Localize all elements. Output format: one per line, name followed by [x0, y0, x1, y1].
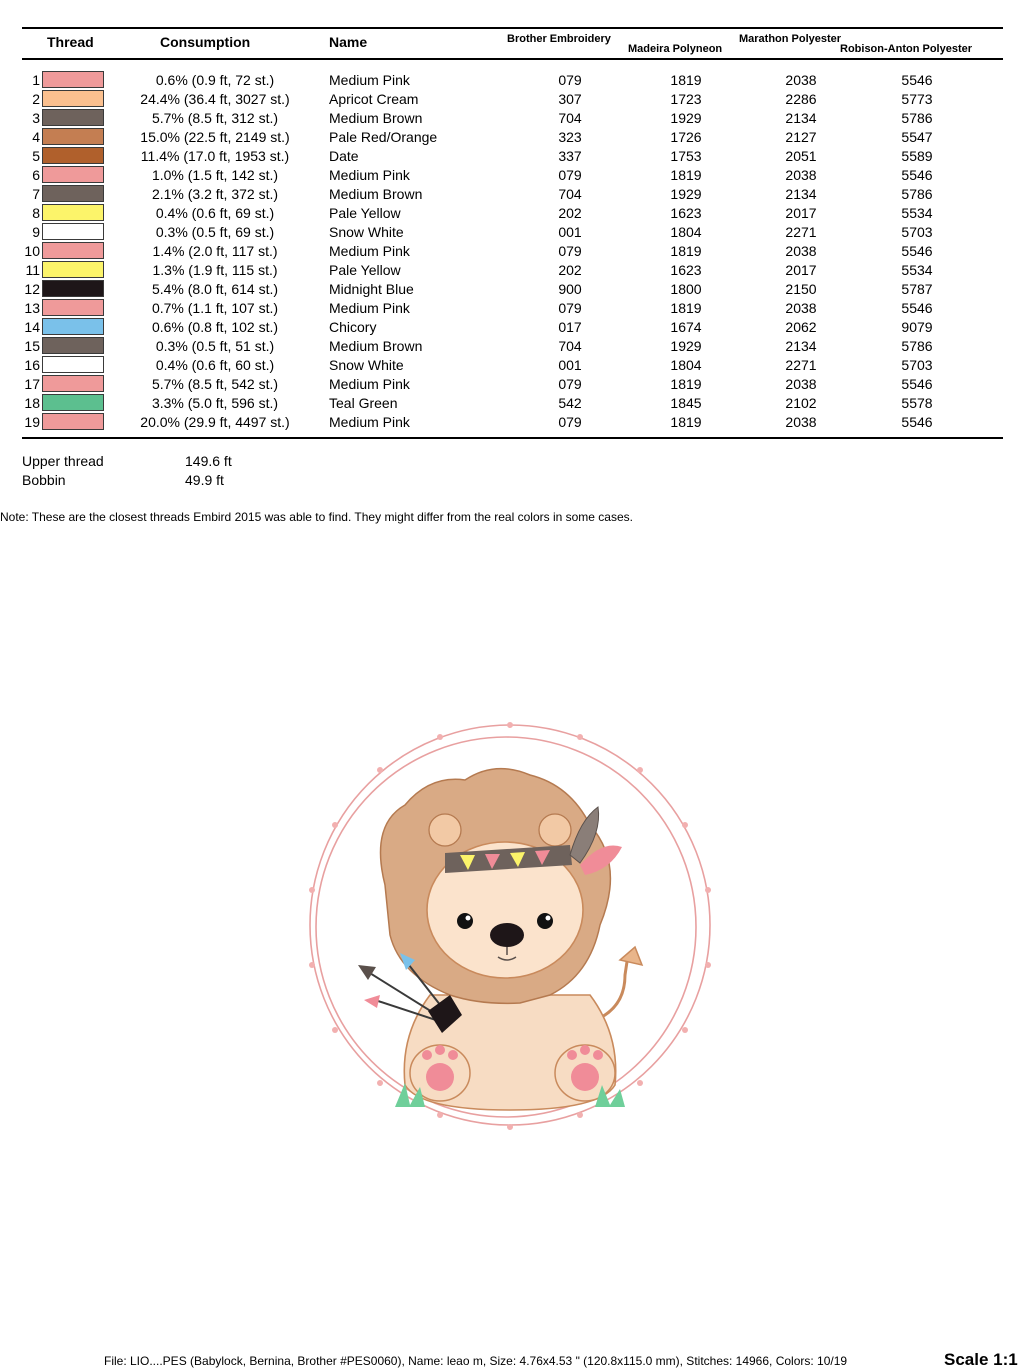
thread-name: Pale Yellow — [329, 205, 401, 221]
thread-name: Medium Pink — [329, 376, 410, 392]
thread-number: 2 — [32, 91, 40, 107]
thread-name: Medium Brown — [329, 110, 423, 126]
thread-name: Medium Pink — [329, 300, 410, 316]
robison-code: 5786 — [901, 186, 933, 202]
thread-row — [0, 374, 1024, 393]
robison-code: 5547 — [901, 129, 933, 145]
robison-code: 5786 — [901, 338, 933, 354]
header-thread: Thread — [47, 34, 94, 50]
brother-code: 017 — [558, 319, 582, 335]
thread-name: Date — [329, 148, 359, 164]
marathon-code: 2038 — [785, 300, 817, 316]
thread-name: Medium Pink — [329, 72, 410, 88]
color-swatch — [42, 356, 104, 373]
robison-code: 5546 — [901, 243, 933, 259]
thread-name: Apricot Cream — [329, 91, 419, 107]
robison-code: 5578 — [901, 395, 933, 411]
thread-row — [0, 222, 1024, 241]
madeira-code: 1929 — [670, 110, 702, 126]
header-brother: Brother Embroidery — [507, 33, 611, 45]
robison-code: 5546 — [901, 376, 933, 392]
thread-row — [0, 260, 1024, 279]
thread-name: Teal Green — [329, 395, 398, 411]
thread-name: Medium Pink — [329, 414, 410, 430]
thread-row — [0, 70, 1024, 89]
robison-code: 9079 — [901, 319, 933, 335]
thread-row — [0, 317, 1024, 336]
thread-name: Midnight Blue — [329, 281, 414, 297]
thread-row — [0, 412, 1024, 431]
madeira-code: 1819 — [670, 376, 702, 392]
thread-number: 7 — [32, 186, 40, 202]
header-rule — [22, 58, 1003, 60]
thread-name: Snow White — [329, 357, 404, 373]
madeira-code: 1623 — [670, 205, 702, 221]
thread-number: 12 — [24, 281, 40, 297]
thread-consumption: 5.7% (8.5 ft, 542 st.) — [151, 376, 279, 392]
thread-number: 9 — [32, 224, 40, 240]
thread-number: 3 — [32, 110, 40, 126]
madeira-code: 1929 — [670, 186, 702, 202]
marathon-code: 2038 — [785, 376, 817, 392]
embroidery-design-preview — [280, 715, 744, 1165]
madeira-code: 1753 — [670, 148, 702, 164]
thread-consumption: 2.1% (3.2 ft, 372 st.) — [151, 186, 279, 202]
thread-name: Pale Yellow — [329, 262, 401, 278]
upper-thread-value: 149.6 ft — [185, 453, 232, 469]
thread-row — [0, 184, 1024, 203]
robison-code: 5546 — [901, 414, 933, 430]
thread-name: Pale Red/Orange — [329, 129, 438, 145]
thread-number: 18 — [24, 395, 40, 411]
thread-consumption: 5.4% (8.0 ft, 614 st.) — [151, 281, 279, 297]
robison-code: 5589 — [901, 148, 933, 164]
color-swatch — [42, 261, 104, 278]
marathon-code: 2134 — [785, 338, 817, 354]
thread-row — [0, 203, 1024, 222]
marathon-code: 2286 — [785, 91, 817, 107]
brother-code: 704 — [558, 338, 582, 354]
madeira-code: 1804 — [670, 357, 702, 373]
color-swatch — [42, 394, 104, 411]
brother-code: 079 — [558, 376, 582, 392]
thread-row — [0, 298, 1024, 317]
brother-code: 079 — [558, 167, 582, 183]
thread-row — [0, 336, 1024, 355]
thread-name: Medium Brown — [329, 338, 423, 354]
thread-name: Medium Brown — [329, 186, 423, 202]
thread-consumption: 1.3% (1.9 ft, 115 st.) — [152, 262, 278, 278]
thread-consumption: 15.0% (22.5 ft, 2149 st.) — [140, 129, 290, 145]
thread-row — [0, 355, 1024, 374]
color-swatch — [42, 128, 104, 145]
brother-code: 202 — [558, 205, 582, 221]
thread-table — [0, 70, 1024, 431]
brother-code: 307 — [558, 91, 582, 107]
robison-code: 5703 — [901, 224, 933, 240]
robison-code: 5534 — [901, 262, 933, 278]
header-madeira: Madeira Polyneon — [628, 43, 723, 55]
thread-consumption: 1.0% (1.5 ft, 142 st.) — [151, 167, 279, 183]
thread-number: 6 — [32, 167, 40, 183]
madeira-code: 1845 — [670, 395, 702, 411]
marathon-code: 2051 — [785, 148, 817, 164]
madeira-code: 1819 — [670, 300, 702, 316]
madeira-code: 1623 — [670, 262, 702, 278]
bottom-rule — [22, 437, 1003, 439]
lion-illustration — [358, 769, 642, 1110]
brother-code: 202 — [558, 262, 582, 278]
bobbin-label: Bobbin — [22, 472, 66, 488]
header-consumption: Consumption — [160, 34, 251, 50]
brother-code: 001 — [558, 224, 582, 240]
thread-consumption: 11.4% (17.0 ft, 1953 st.) — [140, 148, 290, 164]
marathon-code: 2271 — [785, 357, 817, 373]
brother-code: 079 — [558, 72, 582, 88]
thread-number: 16 — [24, 357, 40, 373]
thread-consumption: 20.0% (29.9 ft, 4497 st.) — [140, 414, 290, 430]
madeira-code: 1726 — [670, 129, 702, 145]
marathon-code: 2134 — [785, 186, 817, 202]
thread-consumption: 0.4% (0.6 ft, 69 st.) — [155, 205, 275, 221]
thread-name: Chicory — [329, 319, 377, 335]
robison-code: 5546 — [901, 167, 933, 183]
robison-code: 5787 — [901, 281, 933, 297]
color-swatch — [42, 71, 104, 88]
thread-consumption: 24.4% (36.4 ft, 3027 st.) — [140, 91, 290, 107]
marathon-code: 2017 — [785, 205, 817, 221]
thread-row — [0, 108, 1024, 127]
thread-number: 14 — [24, 319, 40, 335]
note-text: Note: These are the closest threads Embird 2015 was able to find. They might differ from the real colors in some cases. — [0, 510, 633, 524]
brother-code: 323 — [558, 129, 582, 145]
thread-number: 4 — [32, 129, 40, 145]
madeira-code: 1819 — [670, 72, 702, 88]
thread-row — [0, 393, 1024, 412]
color-swatch — [42, 185, 104, 202]
thread-number: 13 — [24, 300, 40, 316]
upper-thread-label: Upper thread — [22, 453, 104, 469]
thread-consumption: 0.7% (1.1 ft, 107 st.) — [151, 300, 279, 316]
thread-number: 19 — [24, 414, 40, 430]
marathon-code: 2038 — [785, 167, 817, 183]
color-swatch — [42, 299, 104, 316]
top-rule — [22, 27, 1003, 29]
thread-consumption: 0.3% (0.5 ft, 51 st.) — [155, 338, 275, 354]
thread-number: 10 — [24, 243, 40, 259]
bobbin-value: 49.9 ft — [185, 472, 224, 488]
robison-code: 5786 — [901, 110, 933, 126]
thread-row — [0, 279, 1024, 298]
color-swatch — [42, 280, 104, 297]
marathon-code: 2127 — [785, 129, 817, 145]
madeira-code: 1800 — [670, 281, 702, 297]
thread-row — [0, 127, 1024, 146]
brother-code: 542 — [558, 395, 582, 411]
thread-row — [0, 146, 1024, 165]
brother-code: 001 — [558, 357, 582, 373]
color-swatch — [42, 413, 104, 430]
marathon-code: 2017 — [785, 262, 817, 278]
robison-code: 5773 — [901, 91, 933, 107]
madeira-code: 1819 — [670, 243, 702, 259]
madeira-code: 1819 — [670, 167, 702, 183]
thread-consumption: 1.4% (2.0 ft, 117 st.) — [152, 243, 278, 259]
marathon-code: 2134 — [785, 110, 817, 126]
color-swatch — [42, 204, 104, 221]
color-swatch — [42, 147, 104, 164]
thread-consumption: 5.7% (8.5 ft, 312 st.) — [151, 110, 279, 126]
color-swatch — [42, 166, 104, 183]
file-info-footer: File: LIO....PES (Babylock, Bernina, Brother #PES0060), Name: leao m, Size: 4.76x4.53 " (120.8x115.0 mm), Stitches: 14966, Colors: 10/19 — [104, 1354, 848, 1368]
thread-consumption: 0.3% (0.5 ft, 69 st.) — [155, 224, 275, 240]
thread-name: Medium Pink — [329, 167, 410, 183]
color-swatch — [42, 242, 104, 259]
thread-number: 1 — [32, 72, 40, 88]
marathon-code: 2038 — [785, 414, 817, 430]
marathon-code: 2038 — [785, 72, 817, 88]
robison-code: 5703 — [901, 357, 933, 373]
brother-code: 337 — [558, 148, 582, 164]
madeira-code: 1674 — [670, 319, 702, 335]
marathon-code: 2271 — [785, 224, 817, 240]
brother-code: 079 — [558, 414, 582, 430]
brother-code: 079 — [558, 300, 582, 316]
thread-number: 11 — [25, 262, 40, 278]
color-swatch — [42, 90, 104, 107]
robison-code: 5546 — [901, 300, 933, 316]
thread-number: 17 — [24, 376, 40, 392]
marathon-code: 2150 — [785, 281, 817, 297]
thread-consumption: 0.4% (0.6 ft, 60 st.) — [155, 357, 275, 373]
header-marathon: Marathon Polyester — [739, 33, 842, 45]
thread-consumption: 3.3% (5.0 ft, 596 st.) — [151, 395, 279, 411]
thread-row — [0, 89, 1024, 108]
thread-consumption: 0.6% (0.8 ft, 102 st.) — [151, 319, 279, 335]
madeira-code: 1819 — [670, 414, 702, 430]
madeira-code: 1723 — [670, 91, 702, 107]
madeira-code: 1929 — [670, 338, 702, 354]
thread-row — [0, 165, 1024, 184]
thread-name: Medium Pink — [329, 243, 410, 259]
color-swatch — [42, 109, 104, 126]
color-swatch — [42, 375, 104, 392]
color-swatch — [42, 223, 104, 240]
thread-number: 8 — [32, 205, 40, 221]
thread-name: Snow White — [329, 224, 404, 240]
color-swatch — [42, 318, 104, 335]
brother-code: 079 — [558, 243, 582, 259]
scale-label: Scale 1:1 — [944, 1350, 1018, 1369]
header-robison: Robison-Anton Polyester — [840, 43, 973, 55]
brother-code: 704 — [558, 110, 582, 126]
marathon-code: 2102 — [785, 395, 817, 411]
marathon-code: 2062 — [785, 319, 817, 335]
brother-code: 704 — [558, 186, 582, 202]
brother-code: 900 — [558, 281, 582, 297]
thread-number: 5 — [32, 148, 40, 164]
thread-row — [0, 241, 1024, 260]
robison-code: 5546 — [901, 72, 933, 88]
thread-consumption: 0.6% (0.9 ft, 72 st.) — [155, 72, 275, 88]
madeira-code: 1804 — [670, 224, 702, 240]
marathon-code: 2038 — [785, 243, 817, 259]
robison-code: 5534 — [901, 205, 933, 221]
color-swatch — [42, 337, 104, 354]
header-name: Name — [329, 34, 368, 50]
thread-number: 15 — [24, 338, 40, 354]
